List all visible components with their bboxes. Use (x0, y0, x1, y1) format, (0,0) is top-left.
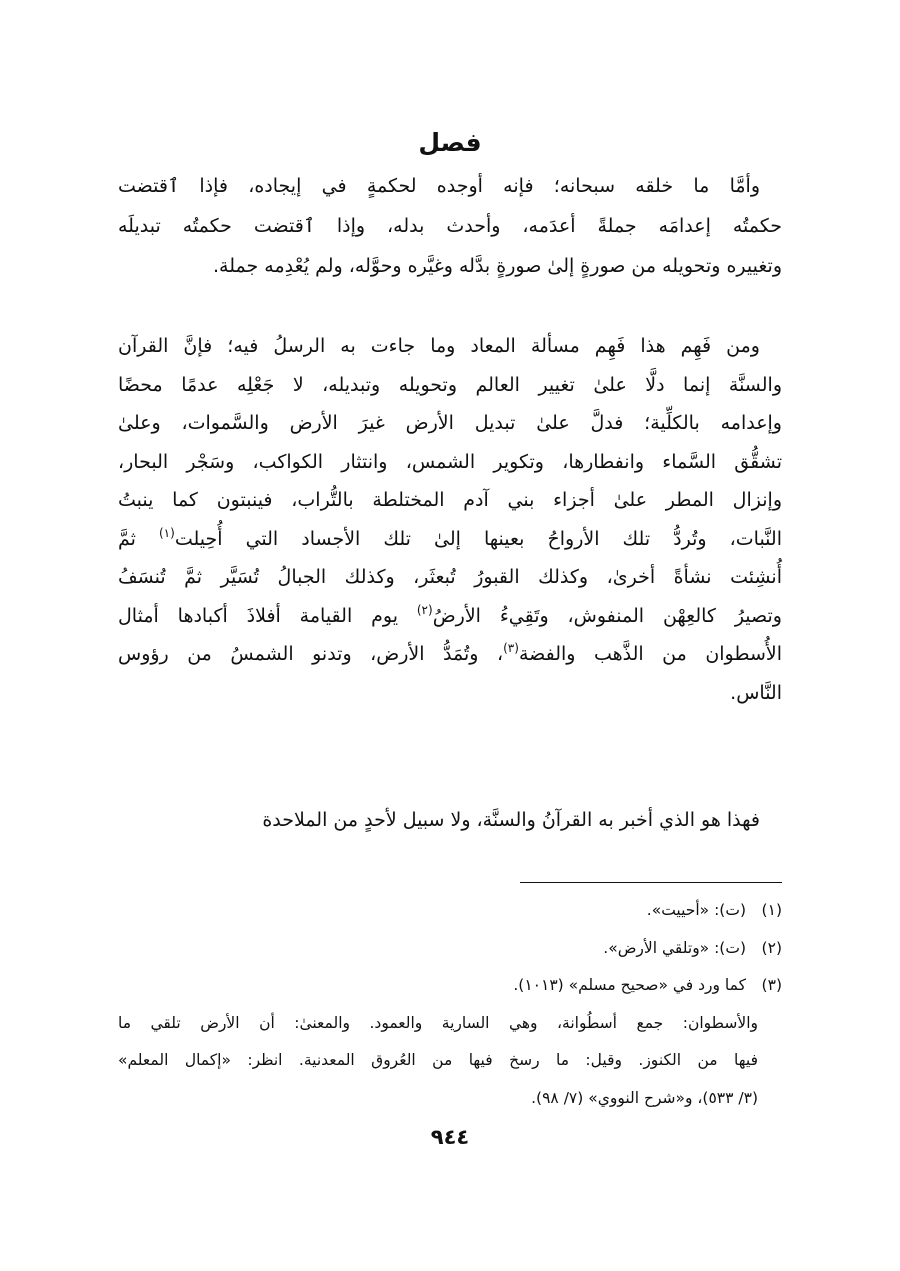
text-segment: يوم القيامة أفلاذَ أكبادها أمثال (118, 604, 417, 627)
footnote-text: (ت): «وتلقي الأرض». (603, 938, 746, 957)
text-line (118, 485, 782, 515)
text-segment: ثمَّ (118, 527, 159, 550)
footnote-continuation-line: فيها من الكنوز. وقيل: ما رسخ فيها من العُروق المعدنية. انظر: «إكمال المعلم» (118, 1051, 758, 1069)
text-segment: وأمَّا ما خلقه سبحانه؛ فإنه أوجده لحكمةٍ في إيجاده، فإذا ٱقتضت (118, 175, 760, 197)
text-segment: تشقُّق السَّماء وانفطارها، وتكوير الشمس، وانتثار الكواكب، وسَجْر البحار، (118, 450, 782, 473)
text-segment: وتغييره وتحويله من صورةٍ إلىٰ صورةٍ بدَّله وغيَّره وحوَّله، ولم يُعْدِمه جملة. (213, 255, 782, 277)
footnote-number: (٢) (761, 938, 782, 957)
text-segment: ومن فَهِم هذا فَهِم مسألة المعاد وما جاءت به الرسلُ فيه؛ فإنَّ القرآن (118, 335, 760, 357)
text-line (118, 211, 782, 241)
footnote-text: (ت): «أحييت». (646, 901, 746, 919)
footnote-text: كما ورد في «صحيح مسلم» (١٠١٣). (513, 976, 746, 994)
text-line (118, 171, 760, 201)
text-segment: النَّاس. (730, 681, 782, 704)
footnote-number: (٣) (761, 976, 782, 994)
text-line (118, 562, 782, 592)
text-segment: ، وتُمَدُّ الأرض، وتدنو الشمسُ من رؤوس (118, 643, 504, 665)
text-line (118, 601, 782, 631)
text-segment: الأُسطوان من الذَّهب والفضة (518, 643, 782, 665)
footnote-separator (520, 882, 782, 883)
text-line (118, 251, 782, 281)
text-segment: وإنزال المطر علىٰ أجزاء بني آدم المختلطة بالتُّراب، فينبتون كما ينبتُ (118, 489, 782, 511)
page-number: ٩٤٤ (430, 1125, 470, 1149)
text-line (118, 524, 782, 554)
text-segment: وتصيرُ كالعِهْن المنفوش، وتَقِيءُ الأرضُ (432, 604, 782, 627)
text-segment: حكمتُه إعدامَه جملةً أعدَمه، وأحدث بدله، وإذا ٱقتضت حكمتُه تبديلَه (118, 215, 782, 237)
text-segment: وإعدامه بالكلِّية؛ فدلَّ علىٰ تبديل الأرض غيرَ الأرض والسَّموات، وعلىٰ (118, 412, 782, 434)
text-line (118, 678, 782, 708)
text-line (118, 447, 782, 477)
footnote-reference[interactable]: (٢) (416, 602, 433, 617)
text-segment: والسنَّة إنما دلَّا علىٰ تغيير العالم وتحويله وتبديله، لا جَعْلِه عدمًا محضًا (118, 373, 782, 396)
footnote (118, 935, 782, 961)
footnote-reference[interactable]: (٣) (503, 641, 519, 655)
footnote-reference[interactable]: (١) (158, 525, 175, 540)
section-title: فصل (418, 128, 482, 157)
footnote-number: (١) (761, 901, 782, 919)
text-line (118, 370, 782, 400)
text-segment: أُنشِئت نشأةً أخرىٰ، وكذلك القبورُ تُبعثَر، وكذلك الجبالُ تُسَيَّر ثمَّ تُنسَفُ (118, 566, 782, 588)
footnote-continuation-line: والأسطوان: جمع أسطُوانة، وهي السارية والعمود. والمعنىٰ: أن الأرض تلقي ما (118, 1013, 758, 1032)
text-segment: النَّبات، وتُردُّ تلك الأرواحُ بعينها إلىٰ تلك الأجساد التي أُحِيلت (174, 527, 782, 550)
text-line (118, 805, 760, 835)
footnote (118, 897, 782, 923)
text-line (118, 408, 782, 438)
footnote-continuation-line: (٣/ ٥٣٣)، و«شرح النووي» (٧/ ٩٨). (531, 1088, 758, 1107)
text-line (118, 331, 760, 361)
footnote (118, 972, 782, 998)
text-line (118, 639, 782, 669)
text-segment: فهذا هو الذي أخبر به القرآنُ والسنَّة، ولا سبيل لأحدٍ من الملاحدة (262, 809, 760, 831)
